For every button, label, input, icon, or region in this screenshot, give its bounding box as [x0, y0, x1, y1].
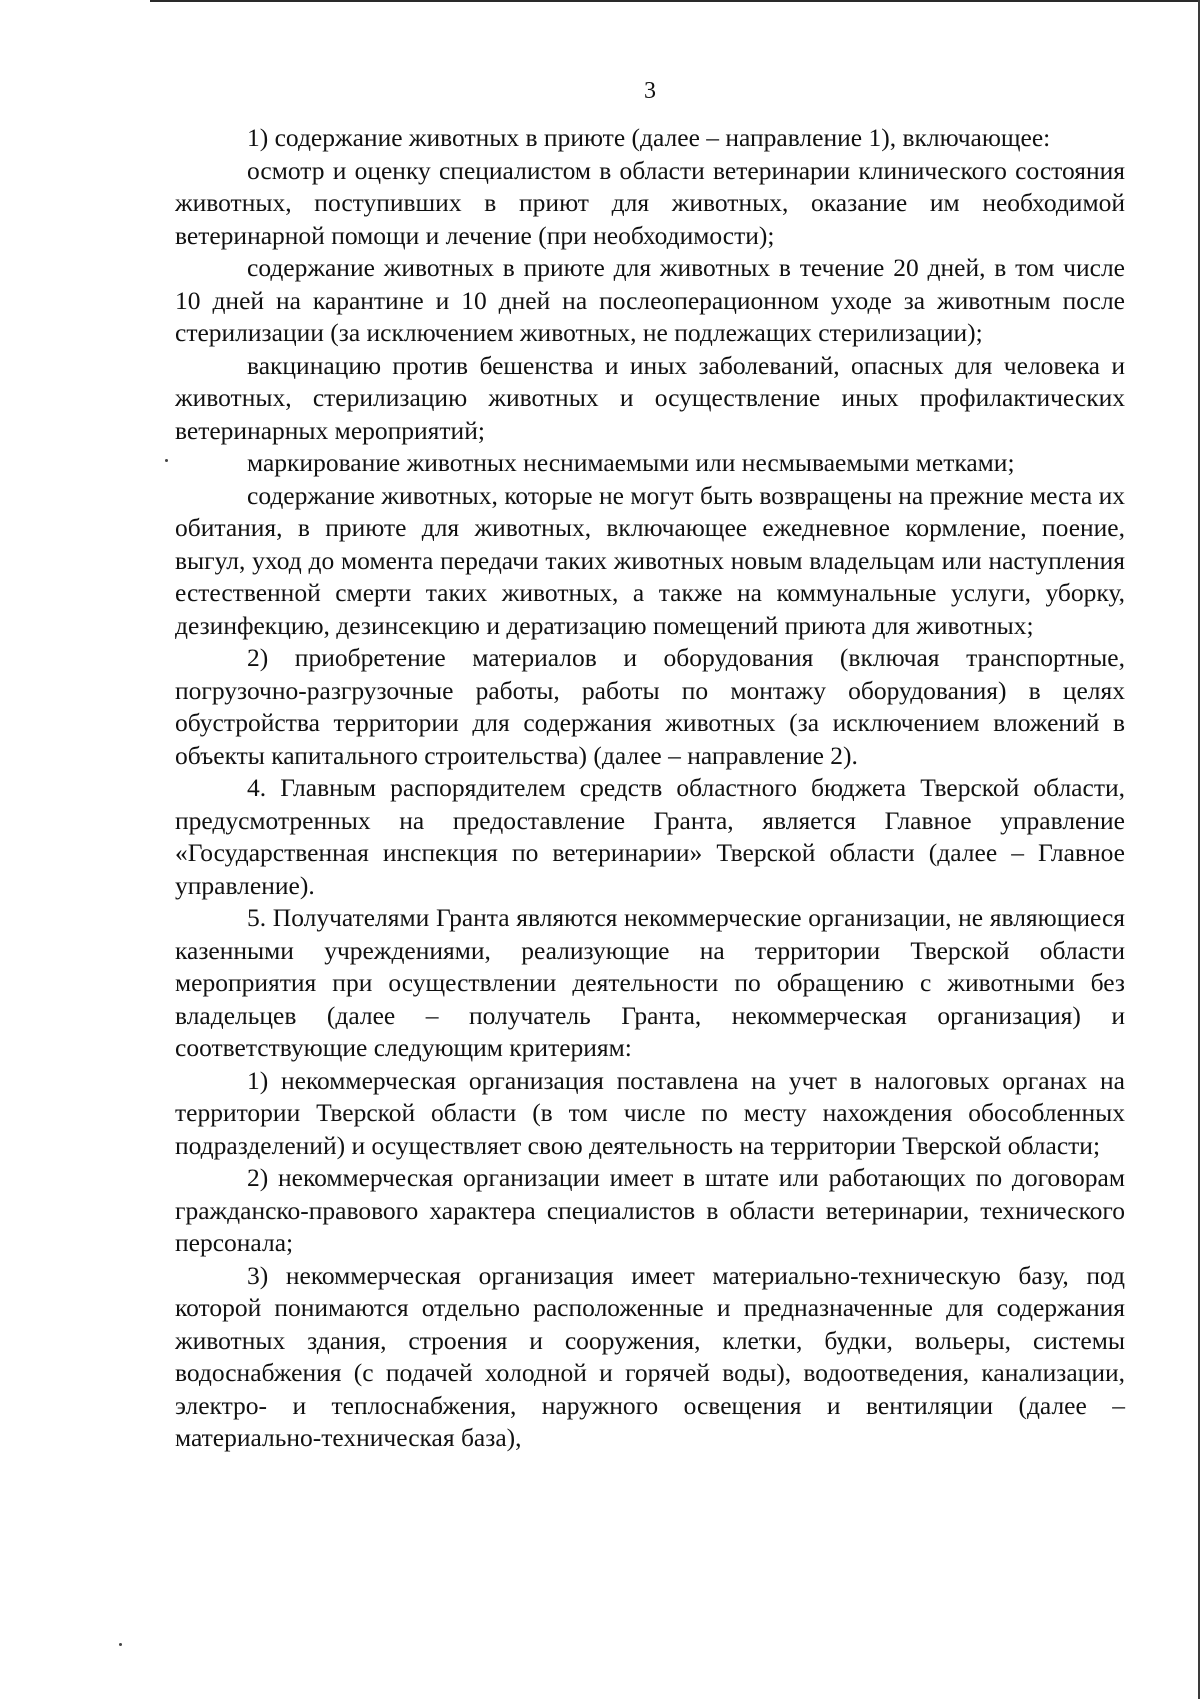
paragraph-long-term-keeping: содержание животных, которые не могут быть возвращены на прежние места их обитания, в приюте для животных, включающее ежедневное кормление, поение, выгул, уход до момента передачи таких животных новым владельцам или наступления естественной смерти таких животных, а также на коммунальные услуги, уборку, дезинфекцию, дезинсекцию и дератизацию помещений приюта для животных;	[175, 480, 1125, 640]
paragraph-criterion-2: 2) некоммерческая организации имеет в штате или работающих по договорам гражданско-правового характера специалистов в области ветеринарии, технического персонала;	[175, 1163, 1125, 1257]
paragraph-shelter-keeping: содержание животных в приюте для животных в течение 20 дней, в том числе 10 дней на карантине и 10 дней на послеоперационном уходе за животным после стерилизации (за исключением животных, не подлежащих стерилизации);	[175, 253, 1125, 347]
paragraph-direction-1: 1) содержание животных в приюте (далее – направление 1), включающее:	[247, 123, 1051, 152]
paragraph-vaccination: вакцинацию против бешенства и иных заболеваний, опасных для человека и животных, стерилизацию животных и осуществление иных профилактических ветеринарных мероприятий;	[175, 350, 1125, 445]
paragraph-criterion-3: 3) некоммерческая организация имеет материально-техническую базу, под которой понимаются отдельно расположенные и предназначенные для содержания животных здания, строения и сооружения, клетки, будки, вольеры, системы водоснабжения (с подачей холодной и горячей воды), водоотведения, канализации, электро- и теплоснабжения, наружного освещения и вентиляции (далее – материально-техническая база),	[175, 1260, 1125, 1452]
paragraph-direction-2: 2) приобретение материалов и оборудования (включая транспортные, погрузочно-разгрузочные работы, работы по монтажу оборудования) в целях обустройства территории для содержания животных (за исключением вложений в объекты капитального строительства) (далее – направление 2).	[175, 643, 1125, 770]
paragraph-criterion-1: 1) некоммерческая организация поставлена на учет в налоговых органах на территории Тверской области (в том числе по месту нахождения обособленных подразделений) и осуществляет свою деятельность на территории Тверской области;	[175, 1065, 1125, 1160]
paragraph-item-4: 4. Главным распорядителем средств областного бюджета Тверской области, предусмотренных на предоставление Гранта, является Главное управление «Государственная инспекция по ветеринарии» Тверской области (далее – Главное управление).	[175, 773, 1125, 900]
page-number: 3	[644, 78, 656, 104]
paragraph-vet-examination: осмотр и оценку специалистом в области ветеринарии клинического состояния животных, поступивших в приют для животных, оказание им необходимой ветеринарной помощи и лечение (при необходимости);	[175, 155, 1125, 250]
paragraph-marking: маркирование животных неснимаемыми или несмываемыми метками;	[247, 448, 1015, 477]
document-body	[175, 122, 1125, 1455]
scan-speck	[119, 1643, 122, 1646]
paragraph-item-5: 5. Получателями Гранта являются некоммерческие организации, не являющиеся казенными учреждениями, реализующие на территории Тверской области мероприятия при осуществлении деятельности по обращению с животными без владельцев (далее – получатель Гранта, некоммерческая организация) и соответствующие следующим критериям:	[175, 903, 1125, 1062]
scan-top-border	[150, 0, 1200, 2]
scan-speck	[165, 459, 168, 462]
